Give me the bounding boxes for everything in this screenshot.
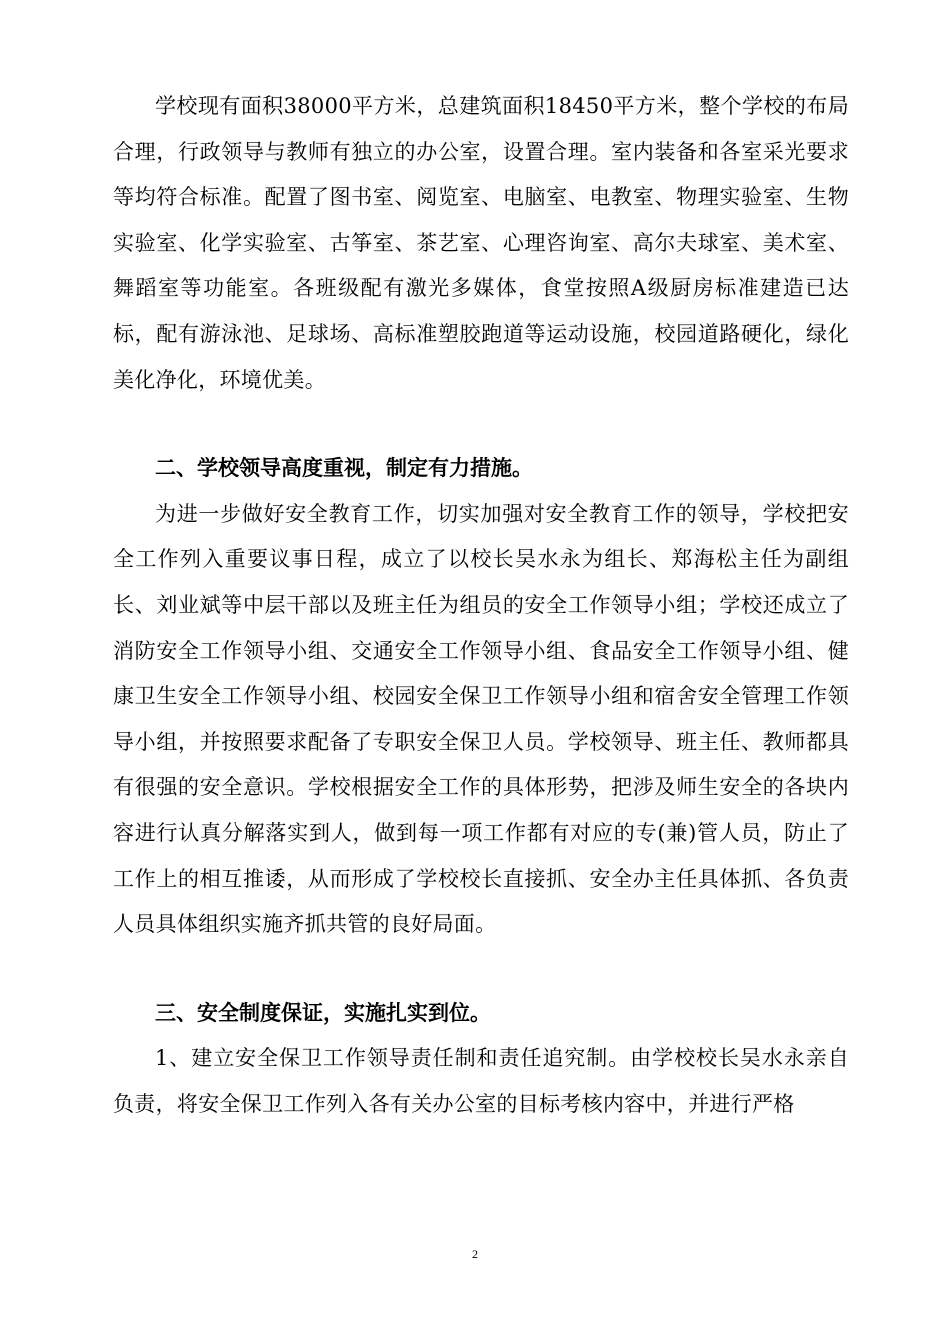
paragraph-leadership: 为进一步做好安全教育工作，切实加强对安全教育工作的领导，学校把安全工作列入重要议事日程，成立了以校长吴水永为组长、郑海松主任为副组长、刘业斌等中层干部以及班主任为组员的安全工作领导小组；学校还成立了消防安全工作领导小组、交通安全工作领导小组、食品安全工作领导小组、健康卫生安全工作领导小组、校园安全保卫工作领导小组和宿舍安全管理工作领导小组，并按照要求配备了专职安全保卫人员。学校领导、班主任、教师都具有很强的安全意识。学校根据安全工作的具体形势，把涉及师生安全的各块内容进行认真分解落实到人，做到每一项工作都有对应的专(兼)管人员，防止了工作上的相互推诿，从而形成了学校校长直接抓、安全办主任具体抓、各负责人员具体组织实施齐抓共管的良好局面。 [113,501,849,937]
section-heading-2: 二、学校领导高度重视，制定有力措施。 [155,456,533,481]
paragraph-school-facilities: 学校现有面积38000平方米，总建筑面积18450平方米，整个学校的布局合理，行政领导与教师有独立的办公室，设置合理。室内装备和各室采光要求等均符合标准。配置了图书室、阅览室、电脑室、电教室、物理实验室、生物实验室、化学实验室、古筝室、茶艺室、心理咨询室、高尔夫球室、美术室、舞蹈室等功能室。各班级配有激光多媒体，食堂按照A级厨房标准建造已达标，配有游泳池、足球场、高标准塑胶跑道等运动设施，校园道路硬化，绿化美化净化，环境优美。 [113,94,849,392]
document-body [113,84,849,1127]
section-heading-3: 三、安全制度保证，实施扎实到位。 [155,1000,491,1025]
page-number: 2 [472,1247,478,1261]
paragraph-responsibility-system: 1、建立安全保卫工作领导责任制和责任追究制。由学校校长吴水永亲自负责，将安全保卫工作列入各有关办公室的目标考核内容中，并进行严格 [113,1046,849,1116]
